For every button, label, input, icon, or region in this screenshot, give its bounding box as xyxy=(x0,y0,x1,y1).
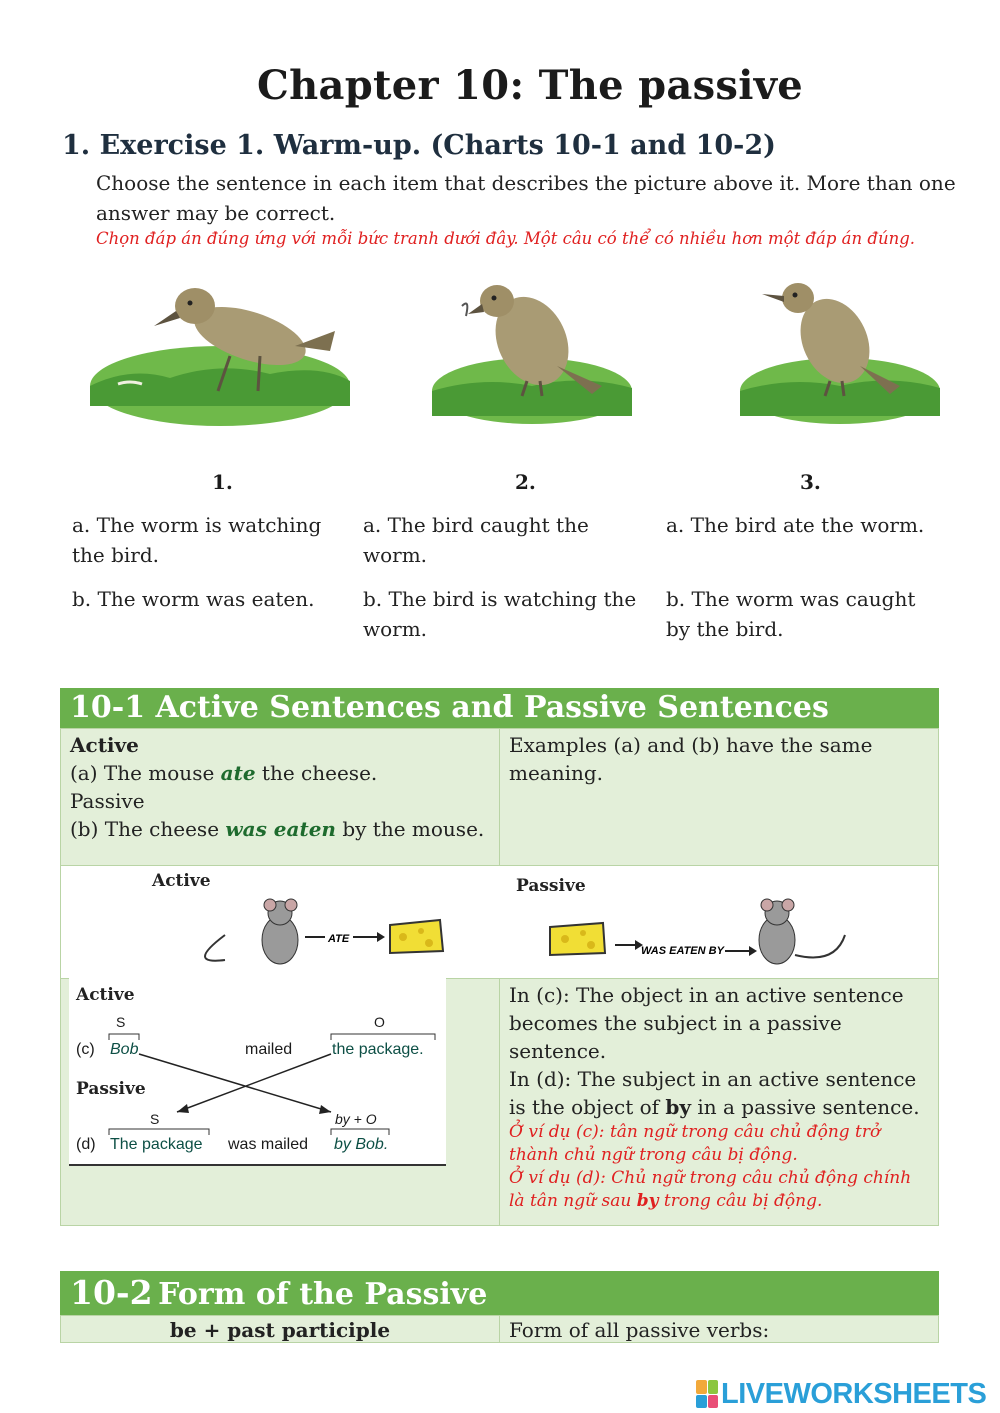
diagram-bob: Bob xyxy=(110,1041,139,1058)
logo-mark-icon xyxy=(696,1380,718,1408)
item-number-1: 1. xyxy=(212,470,233,494)
cheese-left-icon xyxy=(390,920,443,953)
section-10-2-col2: Form of all passive verbs: xyxy=(499,1315,939,1343)
section-10-2-heading xyxy=(60,1271,939,1315)
section-10-1-note-cell xyxy=(499,728,939,866)
illustration-passive-label: Passive xyxy=(516,876,586,896)
diagram-o-label: O xyxy=(374,1014,385,1030)
bird-picture-2 xyxy=(432,256,632,436)
item-3-option-b[interactable]: b. The worm was caught by the bird. xyxy=(666,587,916,641)
mouse-left-icon xyxy=(205,899,298,964)
active-label: Active xyxy=(70,733,139,757)
diagram-s-label-d: S xyxy=(150,1111,160,1127)
bird-picture-1 xyxy=(90,256,350,436)
explanation-c: In (c): The object in an active sentence becomes the subject in a passive sentence. xyxy=(509,983,904,1063)
illustration-active-label: Active xyxy=(152,871,211,891)
item-2-option-a[interactable]: a. The bird caught the worm. xyxy=(363,513,589,567)
section-10-2-col1: be + past participle xyxy=(60,1315,500,1343)
item-number-3: 3. xyxy=(800,470,821,494)
item-1-option-b[interactable]: b. The worm was eaten. xyxy=(72,587,315,611)
diagram-the-package-subject: The package xyxy=(110,1136,203,1153)
section-10-2-title: Form of the Passive xyxy=(158,1277,488,1312)
explanation-d: In (d): The subject in an active sentence is the object of by in a passive sentence. xyxy=(509,1067,920,1119)
explanation-d-vietnamese: Ở ví dụ (d): Chủ ngữ trong câu chủ động chính là tân ngữ sau by trong câu bị động. xyxy=(509,1168,912,1211)
item-number-2: 2. xyxy=(515,470,536,494)
section-10-2-number: 10-2 xyxy=(70,1273,153,1312)
was-eaten-by-arrow-label: WAS EATEN BY xyxy=(641,945,724,957)
example-b: (b) The cheese was eaten by the mouse. xyxy=(70,817,485,841)
item-3-option-a[interactable]: a. The bird ate the worm. xyxy=(666,513,925,537)
item-1-option-a[interactable]: a. The worm is watching the bird. xyxy=(72,513,322,567)
example-a: (a) The mouse ate the cheese. xyxy=(70,761,378,785)
section-10-1-examples-cell xyxy=(60,728,500,866)
explanation-c-vietnamese: Ở ví dụ (c): tân ngữ trong câu chủ động trở thành chủ ngữ trong câu bị động. xyxy=(509,1122,881,1165)
diagram-was-mailed: was mailed xyxy=(228,1136,309,1153)
bird-picture-3 xyxy=(740,256,940,436)
mouse-cheese-illustration xyxy=(145,865,875,979)
diagram-passive-label: Passive xyxy=(76,1079,146,1099)
ate-arrow-label: ATE xyxy=(328,933,350,945)
mouse-right-icon xyxy=(759,899,845,964)
page-title: Chapter 10: The passive xyxy=(256,62,804,109)
diagram-s-label-c: S xyxy=(116,1014,126,1030)
exercise-instruction-vietnamese: Chọn đáp án đúng ứng với mỗi bức tranh dưới đây. Một câu có thể có nhiều hơn một đáp án đúng. xyxy=(96,229,916,248)
same-meaning-note: Examples (a) and (b) have the same meaning. xyxy=(509,733,873,785)
diagram-mailed: mailed xyxy=(245,1041,293,1058)
diagram-c-label: (c) xyxy=(76,1041,95,1058)
diagram-d-label: (d) xyxy=(76,1136,96,1153)
item-2-option-b[interactable]: b. The bird is watching the worm. xyxy=(363,587,637,641)
cheese-right-icon xyxy=(550,923,605,955)
diagram-arrows xyxy=(69,978,446,1166)
exercise-heading: 1. Exercise 1. Warm-up. (Charts 10-1 and 10-2) xyxy=(62,130,776,161)
exercise-instruction: Choose the sentence in each item that describes the picture above it. More than one answer may be correct. xyxy=(96,171,956,225)
liveworksheets-logo[interactable] xyxy=(696,1378,986,1410)
logo-text: LIVEWORKSHEETS xyxy=(721,1377,987,1410)
section-10-1-heading: 10-1 Active Sentences and Passive Sentences xyxy=(60,688,939,728)
diagram-by-o-label: by + O xyxy=(335,1111,377,1127)
passive-label: Passive xyxy=(70,789,145,813)
diagram-the-package: the package. xyxy=(332,1041,424,1058)
diagram-active-label: Active xyxy=(76,985,135,1005)
diagram-by-bob: by Bob. xyxy=(334,1136,389,1153)
section-10-1-explanation-cell xyxy=(499,978,939,1226)
